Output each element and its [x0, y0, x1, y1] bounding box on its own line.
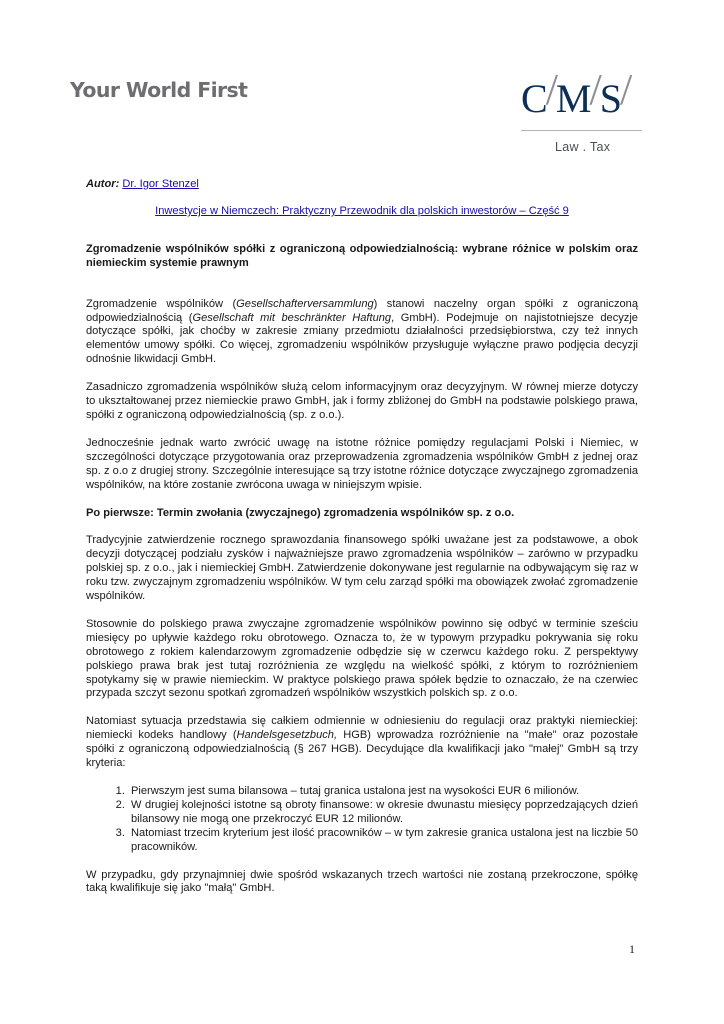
logo-letter-c: C	[521, 76, 548, 121]
text: Natomiast sytuacja przedstawia się całkiem odmiennie w odniesieniu do regulacji oraz praktyki niemieckiej: niemiecki kodeks handlowy (	[86, 715, 638, 742]
paragraph-7: W przypadku, gdy przynajmniej dwie spośród wskazanych trzech wartości nie zostaną przekroczone, spółkę taką kwalifikuje się jako "małą" GmbH.	[86, 868, 638, 895]
paragraph-4: Tradycyjnie zatwierdzenie rocznego sprawozdania finansowego spółki uważane jest za podstawowe, a obok decyzji dotyczącej podziału zysków i najważniejsze prawo zgromadzenia wspólników – zarówno w przypadku polskiej sp. z o.o., jak i niemieckiej GmbH. Zatwierdzenie dokonywane jest regularnie na odbywającym się raz w roku tzw. zwyczajnym zgromadzeniu wspólników. W tym celu zarząd spółki ma obowiązek zwołać zgromadzenie wspólników.	[86, 534, 638, 603]
logo-slash: /	[589, 65, 602, 114]
term: Handelsgesetzbuch,	[236, 729, 338, 742]
logo-letter-m: M	[555, 76, 592, 121]
logo-mark	[521, 65, 633, 123]
criteria-list	[86, 785, 638, 855]
term: Gesellschaft mit beschränkter Haftung	[192, 311, 392, 324]
list-item: 3. Natomiast trzecim kryterium jest ilość pracowników – w tym zakresie granica ustalona jest na liczbie 50 pracowników.	[128, 827, 638, 855]
paragraph-2: Zasadniczo zgromadzenia wspólników służą celom informacyjnym oraz decyzyjnym. W równej mierze dotyczy to ukształtowanej przez niemieckie prawo GmbH, jak i formy zbliżonej do GmbH na podstawie polskiego prawa, spółki z ograniczoną odpowiedzialnością (sp. z o.o.).	[86, 381, 638, 421]
author-line	[86, 178, 638, 192]
section-heading-1: Po pierwsze: Termin zwołania (zwyczajnego) zgromadzenia wspólników sp. z o.o.	[86, 506, 515, 519]
logo-divider	[521, 130, 642, 131]
text: ) stanowi naczelny organ spółki z ograniczoną odpowiedzialnością (	[86, 297, 638, 324]
article-heading: Zgromadzenie wspólników spółki z ograniczoną odpowiedzialnością: wybrane różnice w polskim oraz niemieckim systemie prawnym	[86, 242, 638, 269]
paragraph-5: Stosownie do polskiego prawa zwyczajne zgromadzenie wspólników powinno się odbyć w terminie sześciu miesięcy po upływie każdego roku obrotowego. Oznacza to, że w typowym przypadku pokrywania się roku obrotowego z rokiem kalendarzowym zgromadzenie odbędzie się w czerwcu każdego roku. Z perspektywy polskiego prawa brak jest tutaj rozróżnienia ze względu na wielkość spółki, z którym to rozróżnieniem spotykamy się w prawie niemieckim. W praktyce polskiego prawa spółek będzie to oznaczało, że na czerwiec przypada szczyt sezonu spotkań zgromadzeń wspólników wszystkich polskich sp. z o.o.	[86, 617, 638, 700]
list-item: 1. Pierwszym jest suma bilansowa – tutaj granica ustalona jest na wysokości EUR 6 milionów.	[128, 785, 638, 799]
series-title-link[interactable]: Inwestycje w Niemczech: Praktyczny Przewodnik dla polskich inwestorów – Część 9	[155, 204, 569, 217]
cms-logo	[521, 66, 661, 158]
logo-slash: /	[545, 65, 558, 114]
author-link[interactable]: Dr. Igor Stenzel	[122, 178, 199, 190]
text: HGB) wprowadza rozróżnienie na "małe" oraz pozostałe spółki z ograniczoną odpowiedzialnością (§ 267 HGB). Decydujące dla kwalifikacji jako "małej" GmbH są trzy kryteria:	[86, 729, 639, 770]
paragraph-1	[86, 298, 638, 368]
logo-slash: /	[619, 65, 633, 114]
document-body	[86, 178, 638, 910]
tagline: Your World First	[70, 78, 248, 102]
paragraph-6	[86, 715, 638, 771]
term: Gesellschafterversammlung	[236, 297, 374, 310]
author-label: Autor:	[86, 178, 120, 190]
page-number: 1	[629, 942, 635, 956]
logo-subtitle: Law . Tax	[555, 140, 611, 154]
text: Zgromadzenie wspólników (	[86, 297, 237, 310]
text: , GmbH). Podejmuje on najistotniejsze decyzje dotyczące spółki, jak choćby w zakresie zmiany przedmiotu działalności przedsiębiorstwa, czy też innych elementów umowy spółki. Co więcej, zgromadzeniu wspólników przysługuje wyłączne prawo podjęcia decyzji odnośnie likwidacji GmbH.	[86, 311, 638, 366]
logo-letter-s: S	[599, 76, 622, 121]
series-title	[86, 205, 638, 219]
paragraph-3: Jednocześnie jednak warto zwrócić uwagę na istotne różnice pomiędzy regulacjami Polski i Niemiec, w szczególności dotyczące przygotowania oraz przeprowadzenia zgromadzenia wspólników GmbH z jednej oraz sp. z o.o z drugiej strony. Szczególnie interesujące są trzy istotne różnice dotyczące zwyczajnego zgromadzenia wspólników, na które zostanie zwrócona uwaga w niniejszym wpisie.	[86, 436, 638, 491]
list-item: 2. W drugiej kolejności istotne są obroty finansowe: w okresie dwunastu miesięcy poprzedzających dzień bilansowy nie mogą one przekroczyć EUR 12 milionów.	[128, 799, 638, 827]
